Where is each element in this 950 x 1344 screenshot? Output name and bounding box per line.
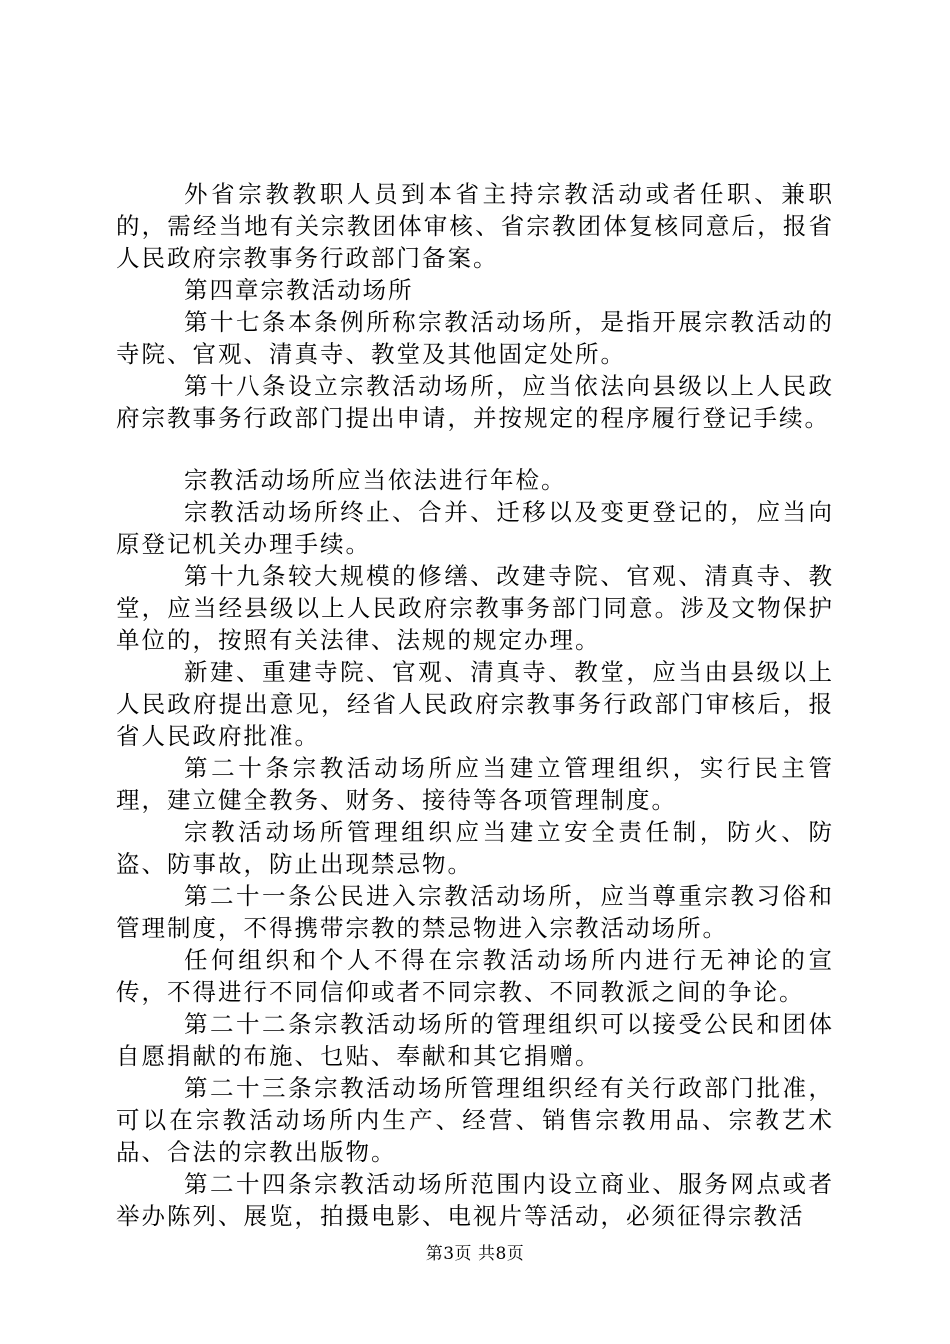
document-body xyxy=(116,178,834,1232)
page-number-footer: 第3页 共8页 xyxy=(425,1244,525,1264)
paragraph: 任何组织和个人不得在宗教活动场所内进行无神论的宣传，不得进行不同信仰或者不同宗教、不同教派之间的争论。 xyxy=(116,946,834,1006)
paragraph: 宗教活动场所管理组织应当建立安全责任制，防火、防盗、防事故，防止出现禁忌物。 xyxy=(116,818,834,878)
paragraph: 第二十三条宗教活动场所管理组织经有关行政部门批准，可以在宗教活动场所内生产、经营、销售宗教用品、宗教艺术品、合法的宗教出版物。 xyxy=(116,1074,834,1166)
paragraph: 第二十一条公民进入宗教活动场所，应当尊重宗教习俗和管理制度，不得携带宗教的禁忌物进入宗教活动场所。 xyxy=(116,882,834,942)
paragraph: 第十九条较大规模的修缮、改建寺院、官观、清真寺、教堂，应当经县级以上人民政府宗教事务部门同意。涉及文物保护单位的，按照有关法律、法规的规定办理。 xyxy=(116,562,834,654)
chapter-heading: 第四章宗教活动场所 xyxy=(184,276,414,304)
paragraph: 宗教活动场所应当依法进行年检。 xyxy=(184,466,567,494)
paragraph: 第二十四条宗教活动场所范围内设立商业、服务网点或者举办陈列、展览，拍摄电影、电视片等活动，必须征得宗教活 xyxy=(116,1170,834,1230)
paragraph: 外省宗教教职人员到本省主持宗教活动或者任职、兼职的，需经当地有关宗教团体审核、省宗教团体复核同意后，报省人民政府宗教事务行政部门备案。 xyxy=(116,180,834,272)
paragraph: 第二十二条宗教活动场所的管理组织可以接受公民和团体自愿捐献的布施、乜贴、奉献和其它捐赠。 xyxy=(116,1010,834,1070)
paragraph: 宗教活动场所终止、合并、迁移以及变更登记的，应当向原登记机关办理手续。 xyxy=(116,498,834,558)
paragraph: 第十七条本条例所称宗教活动场所，是指开展宗教活动的寺院、官观、清真寺、教堂及其他固定处所。 xyxy=(116,308,834,368)
paragraph: 第十八条设立宗教活动场所，应当依法向县级以上人民政府宗教事务行政部门提出申请，并按规定的程序履行登记手续。 xyxy=(116,372,834,432)
paragraph: 第二十条宗教活动场所应当建立管理组织，实行民主管理，建立健全教务、财务、接待等各项管理制度。 xyxy=(116,754,834,814)
paragraph: 新建、重建寺院、官观、清真寺、教堂，应当由县级以上人民政府提出意见，经省人民政府宗教事务行政部门审核后，报省人民政府批准。 xyxy=(116,658,834,750)
